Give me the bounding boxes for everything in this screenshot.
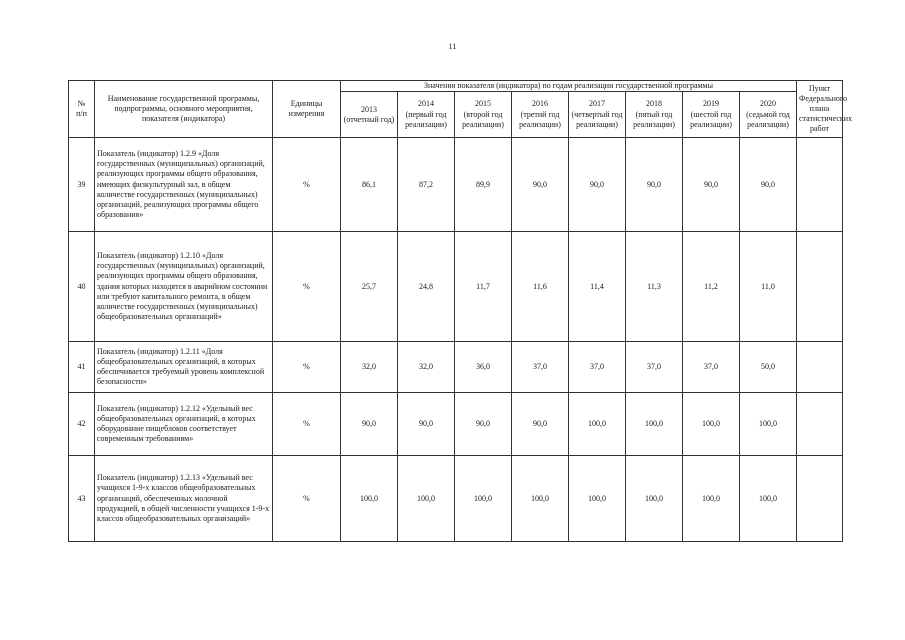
indicator-value: 87,2 xyxy=(398,138,455,232)
indicator-value: 90,0 xyxy=(569,138,626,232)
plan-item xyxy=(797,138,843,232)
indicator-value: 90,0 xyxy=(398,393,455,456)
header-year-2017 xyxy=(569,92,626,138)
indicator-name: Показатель (индикатор) 1.2.10 «Доля государственных (муниципальных) организаций, реализующих программы общего образования, здания которых находятся в аварийном состоянии или требуют капитального ремонта, в общем количестве государственных (муниципальных) общеобразовательных организаций» xyxy=(95,232,273,342)
indicator-value: 37,0 xyxy=(569,342,626,393)
plan-item xyxy=(797,342,843,393)
row-number: 42 xyxy=(69,393,95,456)
indicator-value: 100,0 xyxy=(512,456,569,542)
indicator-value: 90,0 xyxy=(740,138,797,232)
indicator-value: 32,0 xyxy=(341,342,398,393)
indicator-value: 90,0 xyxy=(455,393,512,456)
indicator-value: 90,0 xyxy=(512,393,569,456)
indicator-value: 11,7 xyxy=(455,232,512,342)
indicators-table xyxy=(68,80,853,542)
table-row xyxy=(69,342,843,393)
indicator-value: 100,0 xyxy=(626,393,683,456)
page-number: 11 xyxy=(448,42,457,51)
table-row xyxy=(69,393,843,456)
header-year-2013 xyxy=(341,92,398,138)
indicator-value: 86,1 xyxy=(341,138,398,232)
indicator-name: Показатель (индикатор) 1.2.11 «Доля общеобразовательных организаций, в которых обеспечивается требуемый уровень комплексной безопасности» xyxy=(95,342,273,393)
indicator-value: 100,0 xyxy=(683,456,740,542)
header-year-2019 xyxy=(683,92,740,138)
row-number: 39 xyxy=(69,138,95,232)
indicator-value: 100,0 xyxy=(341,456,398,542)
header-unit: Единицы измерения xyxy=(273,81,341,138)
plan-item xyxy=(797,232,843,342)
header-year-label: 2013 xyxy=(361,104,377,114)
indicator-value: 100,0 xyxy=(569,393,626,456)
indicator-value: 100,0 xyxy=(740,456,797,542)
indicator-value: 11,3 xyxy=(626,232,683,342)
indicator-name: Показатель (индикатор) 1.2.9 «Доля государственных (муниципальных) организаций, реализующих программы общего образования, имеющих физкультурный зал, в общем количестве государственных (муниципальных) организаций, реализующих программы общего образования» xyxy=(95,138,273,232)
unit-of-measure: % xyxy=(273,232,341,342)
indicator-value: 36,0 xyxy=(455,342,512,393)
indicator-value: 100,0 xyxy=(455,456,512,542)
indicator-name: Показатель (индикатор) 1.2.12 «Удельный вес общеобразовательных организаций, в которых оборудование пищеблоков соответствует современным требованиям» xyxy=(95,393,273,456)
indicator-value: 11,2 xyxy=(683,232,740,342)
indicator-value: 32,0 xyxy=(398,342,455,393)
header-year-note: (шестой год реализации) xyxy=(690,109,732,129)
indicator-value: 50,0 xyxy=(740,342,797,393)
table-row xyxy=(69,138,843,232)
indicator-value: 100,0 xyxy=(398,456,455,542)
row-number: 40 xyxy=(69,232,95,342)
header-plan: Пункт Федерального плана статистических работ xyxy=(797,81,843,138)
indicator-value: 11,0 xyxy=(740,232,797,342)
unit-of-measure: % xyxy=(273,138,341,232)
indicator-value: 100,0 xyxy=(740,393,797,456)
header-year-2014 xyxy=(398,92,455,138)
header-year-label: 2014 xyxy=(418,99,434,109)
header-year-label: 2018 xyxy=(646,99,662,109)
indicator-value: 37,0 xyxy=(512,342,569,393)
indicator-value: 37,0 xyxy=(683,342,740,393)
indicator-name: Показатель (индикатор) 1.2.13 «Удельный вес учащихся 1-9-х классов общеобразовательных организаций, обеспеченных молочной продукцией, в общей численности учащихся 1-9-х классов общеобразовательных организаций» xyxy=(95,456,273,542)
indicator-value: 37,0 xyxy=(626,342,683,393)
header-year-label: 2015 xyxy=(475,99,491,109)
header-year-label: 2016 xyxy=(532,99,548,109)
indicator-value: 100,0 xyxy=(569,456,626,542)
indicator-value: 100,0 xyxy=(683,393,740,456)
table-row xyxy=(69,456,843,542)
unit-of-measure: % xyxy=(273,393,341,456)
indicator-value: 100,0 xyxy=(626,456,683,542)
plan-item xyxy=(797,456,843,542)
header-year-2015 xyxy=(455,92,512,138)
unit-of-measure: % xyxy=(273,456,341,542)
indicator-value: 90,0 xyxy=(341,393,398,456)
indicator-value: 11,6 xyxy=(512,232,569,342)
header-year-note: (пятый год реализации) xyxy=(633,109,675,129)
header-year-label: 2019 xyxy=(703,99,719,109)
indicator-value: 90,0 xyxy=(683,138,740,232)
indicator-value: 11,4 xyxy=(569,232,626,342)
header-year-label: 2020 xyxy=(760,99,776,109)
header-year-note: (отчетный год) xyxy=(343,114,395,124)
table-row xyxy=(69,232,843,342)
header-year-note: (третий год реализации) xyxy=(519,109,561,129)
indicator-value: 89,9 xyxy=(455,138,512,232)
plan-item xyxy=(797,393,843,456)
indicator-value: 90,0 xyxy=(626,138,683,232)
header-name: Наименование государственной программы, подпрограммы, основного мероприятия, показателя (индикатора) xyxy=(95,81,273,138)
row-number: 43 xyxy=(69,456,95,542)
header-year-note: (первый год реализации) xyxy=(405,109,447,129)
header-year-2016 xyxy=(512,92,569,138)
indicator-value: 90,0 xyxy=(512,138,569,232)
header-values-group: Значения показателя (индикатора) по годам реализации государственной программы xyxy=(341,81,797,92)
header-year-note: (седьмой год реализации) xyxy=(746,109,790,129)
row-number: 41 xyxy=(69,342,95,393)
header-year-label: 2017 xyxy=(589,99,605,109)
header-num: № п/п xyxy=(69,81,95,138)
header-year-note: (четвертый год реализации) xyxy=(571,109,623,129)
header-year-2020 xyxy=(740,92,797,138)
unit-of-measure: % xyxy=(273,342,341,393)
header-year-2018 xyxy=(626,92,683,138)
indicator-value: 24,8 xyxy=(398,232,455,342)
header-year-note: (второй год реализации) xyxy=(462,109,504,129)
indicator-value: 25,7 xyxy=(341,232,398,342)
